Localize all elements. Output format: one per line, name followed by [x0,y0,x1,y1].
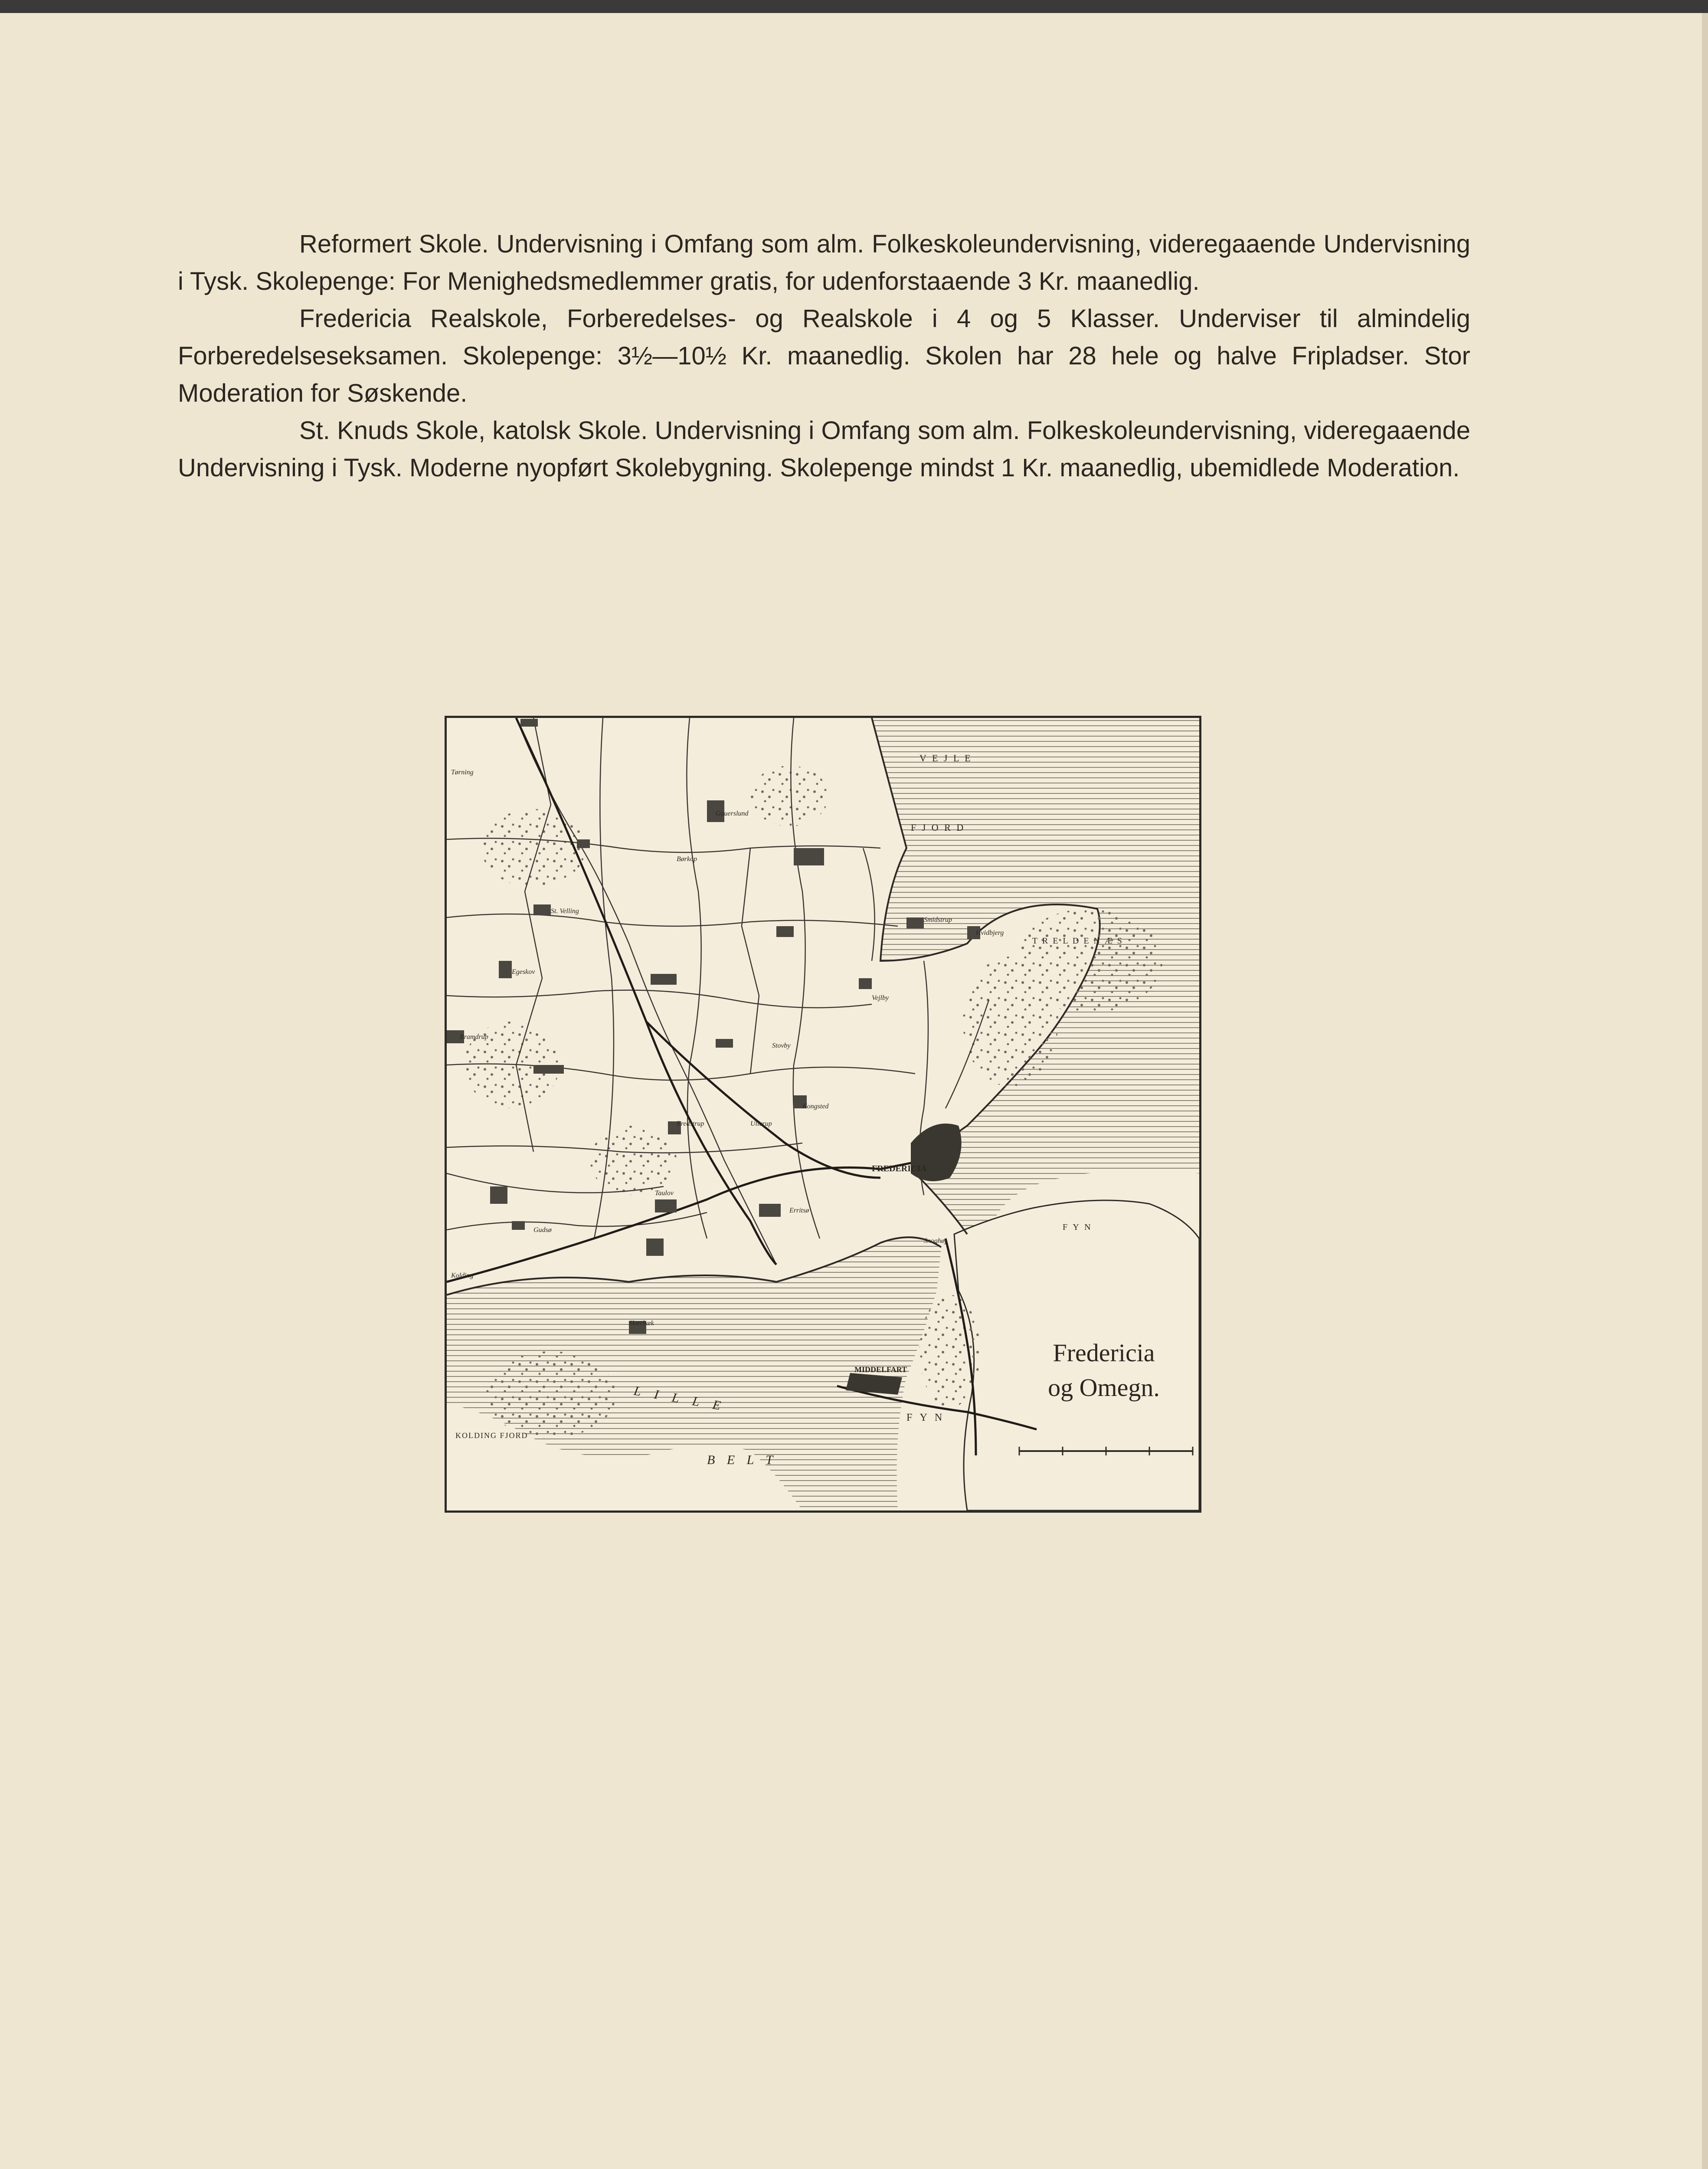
map-title-line1: Fredericia [1053,1339,1155,1367]
label-torning: Tørning [451,769,474,776]
label-skaerbaek: Skærbæk [629,1320,654,1327]
label-fredericia: FREDERICIA [872,1164,927,1173]
woods-area [590,1126,677,1195]
woods-area [963,957,1058,1087]
label-st-velling: St. Velling [551,908,579,915]
label-middelfart: MIDDELFART [854,1365,907,1374]
label-kolding-fjord: KOLDING FJORD [455,1431,528,1440]
label-gudso: Gudsø [533,1226,552,1234]
paragraph-reformert-skole: Reformert Skole. Undervisning i Omfang som alm. Folkeskoleundervisning, videregaaende Undervisning i Tysk. Skolepenge: For Menighedsmedlemmer gratis, for udenforstaaende 3 Kr. maanedlig. [178,230,1470,295]
label-bramdrup: Bramdrup [460,1033,488,1041]
woods-area [486,1351,616,1438]
label-smidstrup: Smidstrup [924,916,952,924]
label-kongsted: Kongsted [802,1103,829,1110]
label-borkop: Børkop [677,855,697,863]
label-egeskov: Egeskov [512,968,535,976]
label-erritso: Erritsø [789,1207,809,1214]
fredericia-map [445,716,1201,1513]
label-belt: B E L T [707,1453,777,1467]
label-fyn: F Y N [1063,1222,1093,1232]
paragraph-st-knuds-skole: St. Knuds Skole, katolsk Skole. Undervisning i Omfang som alm. Folkeskoleundervisning, videregaaende Undervisning i Tysk. Moderne nyopført Skolebygning. Skolepenge mindst 1 Kr. maanedlig, ubemidlede Moderation. [178,416,1470,482]
label-trelde-naes: T R E L D E N Æ S [1032,936,1123,946]
page-edge [1702,13,1708,2169]
label-kolding: Kolding [451,1272,474,1279]
map-title-line2: og Omegn. [1048,1373,1160,1402]
label-gauerslund: Gauerslund [716,810,749,817]
label-stouby: Stovby [772,1042,791,1049]
label-lille: L I L L E [632,1383,727,1414]
woods-area [481,809,586,887]
label-hvidbjerg: Hvidbjerg [976,929,1004,937]
woods-area [919,1295,980,1408]
paragraph-realskole: Fredericia Realskole, Forberedelses- og Realskole i 4 og 5 Klasser. Underviser til almindelig Forberedelseseksamen. Skolepenge: 3½—10½ Kr. maanedlig. Skolen har 28 hele og halve Fripladser. Stor Moderation for Søskende. [178,305,1470,407]
label-vejlby: Vejlby [872,994,889,1002]
label-bredstrup: Bredstrup [677,1120,704,1127]
label-fyn: F Y N [906,1412,945,1423]
label-snoghoj: Snoghøj [924,1237,947,1245]
label-vejle-fjord: V E J L E [919,753,972,763]
body-text [178,226,1470,487]
label-taulov: Taulov [655,1189,674,1197]
scan-top-border [0,0,1708,13]
label-vejle-fjord: F J O R D [911,822,965,833]
label-ullerup: Ullerup [750,1120,772,1127]
woods-area [750,766,828,826]
